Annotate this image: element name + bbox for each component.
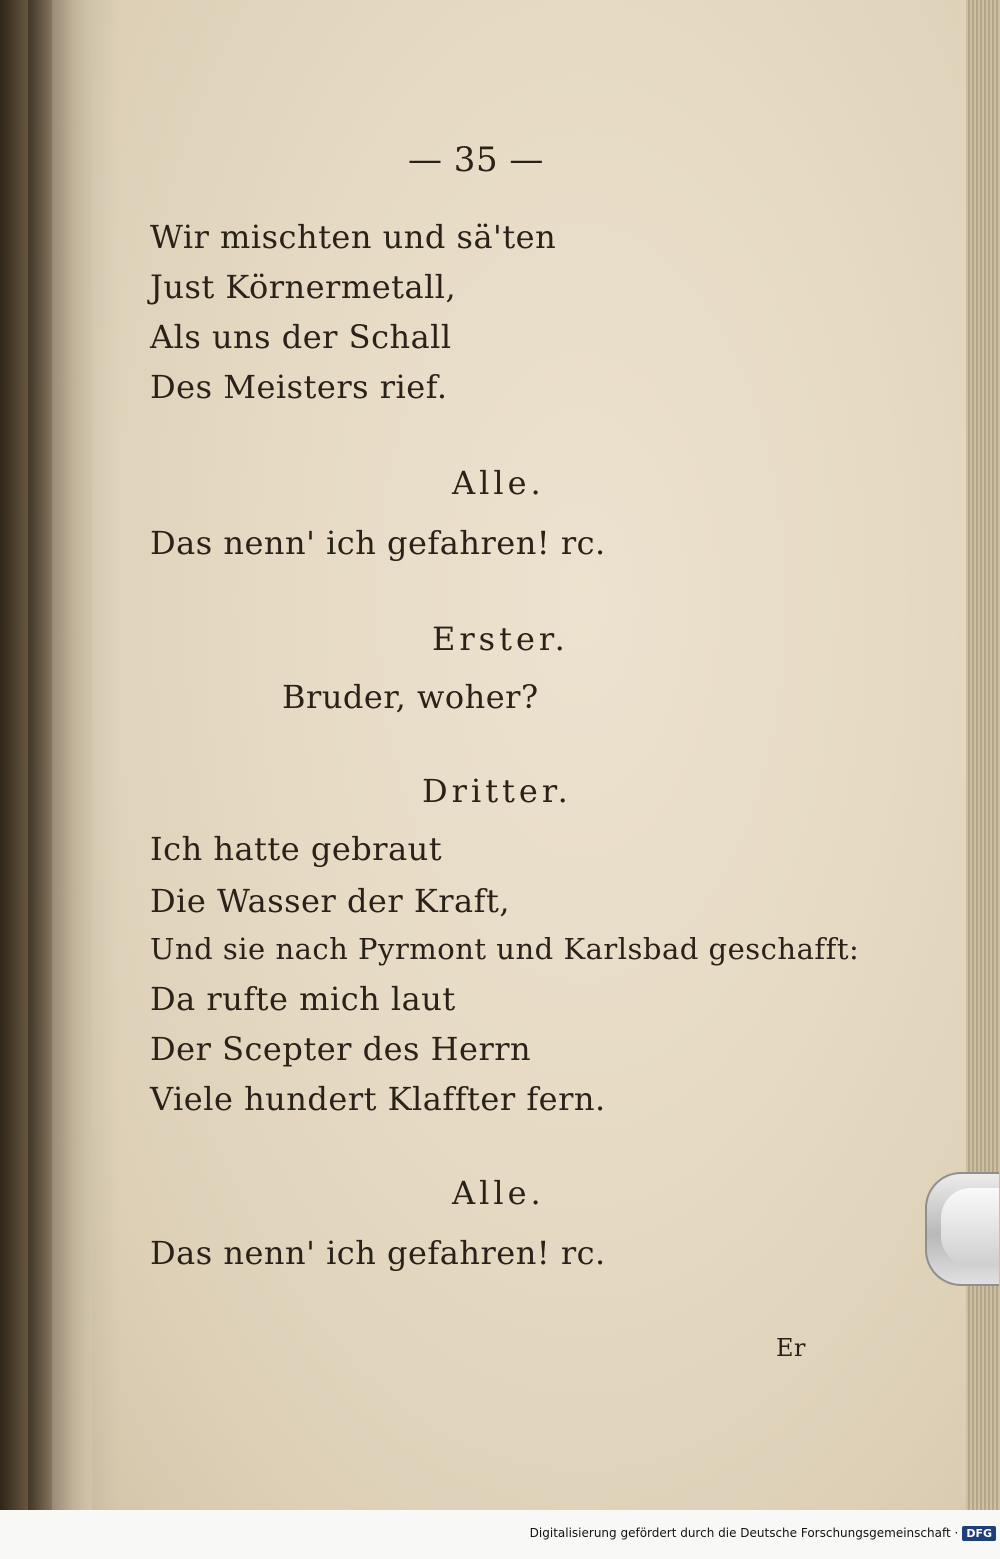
chorus-line: Das nenn' ich gefahren! rc. [150,1234,606,1272]
chorus-line: Das nenn' ich gefahren! rc. [150,524,606,562]
verse-line: Des Meisters rief. [150,368,448,406]
verse-line: Viele hundert Klaffter fern. [150,1080,606,1118]
verse-line: Just Körnermetall, [150,268,457,306]
page-number: — 35 — [408,140,544,180]
dfg-credit [530,1526,996,1541]
verse-line: Da rufte mich laut [150,980,456,1018]
verse-line: Die Wasser der Kraft, [150,882,510,920]
speaker-heading: Alle. [452,464,545,502]
verse-line: Bruder, woher? [282,678,539,716]
page-clip-highlight [941,1188,999,1266]
gutter-shadow [28,0,120,1559]
speaker-heading: Dritter. [422,772,572,810]
catchword: Er [776,1334,806,1362]
verse-line: Der Scepter des Herrn [150,1030,532,1068]
speaker-heading: Alle. [452,1174,545,1212]
dfg-logo: DFG [962,1526,996,1541]
verse-line: Wir mischten und sä'ten [150,218,557,256]
verse-line: Und sie nach Pyrmont und Karlsbad geschafft: [150,932,860,966]
page-clip [925,1172,999,1286]
speaker-heading: Erster. [432,620,569,658]
credit-text: Digitalisierung gefördert durch die Deutsche Forschungsgemeinschaft · [529,1526,959,1540]
verse-line: Als uns der Schall [150,318,452,356]
verse-line: Ich hatte gebraut [150,830,443,868]
